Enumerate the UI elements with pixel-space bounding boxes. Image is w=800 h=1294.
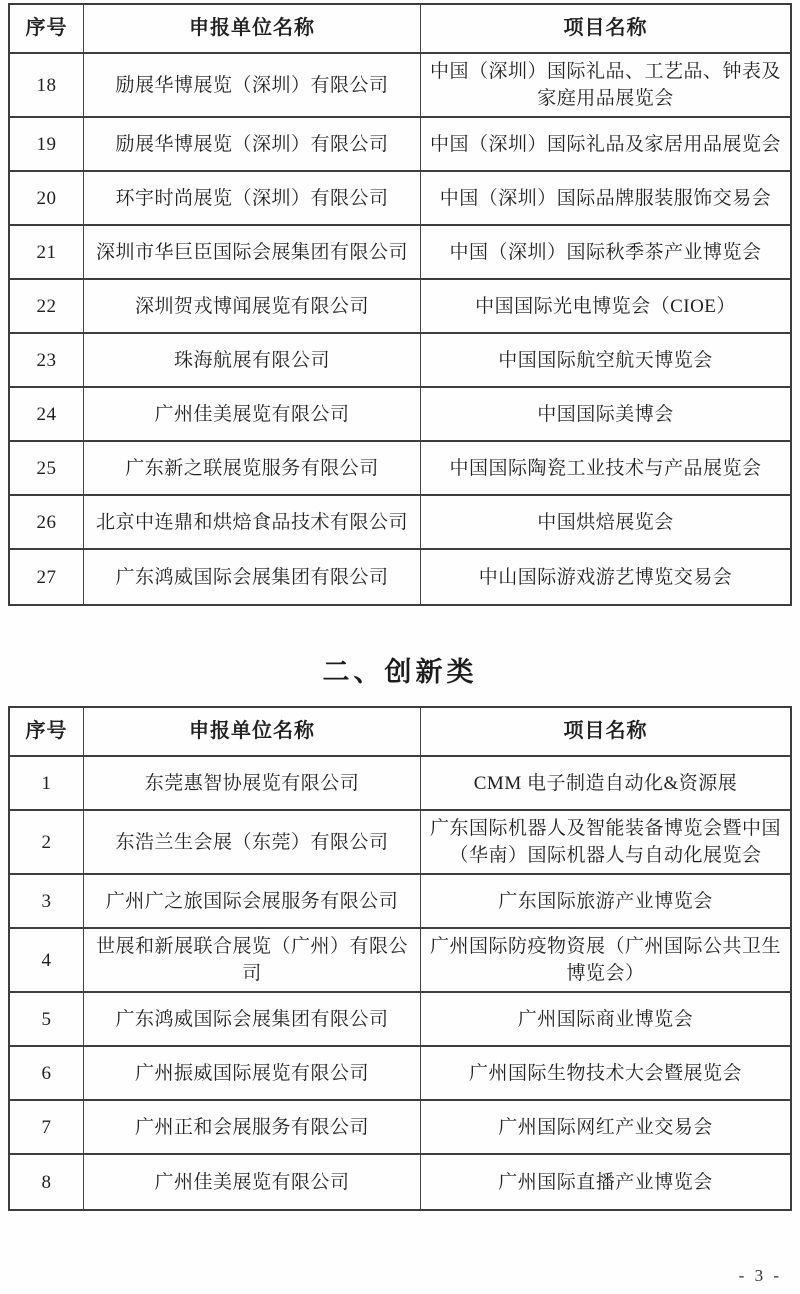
cell-index: 4 [10, 929, 84, 991]
cell-index: 6 [10, 1047, 84, 1099]
cell-index: 2 [10, 811, 84, 873]
table-row [10, 550, 790, 604]
cell-index: 25 [10, 442, 84, 494]
cell-index: 24 [10, 388, 84, 440]
cell-project-name: 中国（深圳）国际秋季茶产业博览会 [449, 241, 762, 263]
cell-company-name: 励展华博展览（深圳）有限公司 [84, 54, 421, 116]
cell-project-name: 中国国际航空航天博览会 [498, 349, 713, 371]
cell-project-name: 中国烘焙展览会 [537, 511, 674, 533]
table-row [10, 496, 790, 550]
column-header-index: 序号 [10, 5, 84, 52]
table-row [10, 334, 790, 388]
cell-index: 3 [10, 875, 84, 927]
cell-project-name: 广州国际防疫物资展（广州国际公共卫生博览会） [429, 936, 781, 984]
cell-company-name: 广州佳美展览有限公司 [84, 1155, 421, 1209]
cell-index: 27 [10, 550, 84, 604]
cell-project-name: 中国（深圳）国际礼品及家居用品展览会 [429, 133, 781, 155]
column-header-project: 项目名称 [563, 17, 648, 39]
table-row [10, 1047, 790, 1101]
cell-company-name: 广州振威国际展览有限公司 [84, 1047, 421, 1099]
table-row [10, 1101, 790, 1155]
projects-table-2 [8, 706, 792, 1211]
column-header-index: 序号 [10, 708, 84, 755]
cell-project-name: 中国国际美博会 [537, 403, 674, 425]
cell-project-name: 中国（深圳）国际品牌服装服饰交易会 [439, 187, 772, 209]
table-header-row [10, 5, 790, 54]
table-row [10, 811, 790, 875]
cell-project-name: 中国国际光电博览会（CIOE） [475, 295, 736, 317]
cell-index: 7 [10, 1101, 84, 1153]
table-row [10, 118, 790, 172]
cell-company-name: 深圳贺戎博闻展览有限公司 [84, 280, 421, 332]
column-header-project: 项目名称 [563, 720, 648, 742]
cell-index: 20 [10, 172, 84, 224]
cell-project-name: 中山国际游戏游艺博览交易会 [478, 566, 733, 588]
table-row [10, 280, 790, 334]
table-row [10, 172, 790, 226]
cell-company-name: 深圳市华巨臣国际会展集团有限公司 [84, 226, 421, 278]
cell-company-name: 东莞惠智协展览有限公司 [84, 757, 421, 809]
cell-company-name: 广州正和会展服务有限公司 [84, 1101, 421, 1153]
cell-index: 26 [10, 496, 84, 548]
cell-company-name: 北京中连鼎和烘焙食品技术有限公司 [84, 496, 421, 548]
cell-company-name: 广东鸿威国际会展集团有限公司 [84, 993, 421, 1045]
cell-index: 5 [10, 993, 84, 1045]
cell-company-name: 珠海航展有限公司 [84, 334, 421, 386]
cell-project-name: 广东国际机器人及智能装备博览会暨中国（华南）国际机器人与自动化展览会 [429, 818, 781, 866]
cell-project-name: 广州国际商业博览会 [517, 1008, 694, 1030]
cell-index: 8 [10, 1155, 84, 1209]
table-row [10, 875, 790, 929]
table-row [10, 1155, 790, 1209]
cell-index: 23 [10, 334, 84, 386]
table-row [10, 929, 790, 993]
cell-company-name: 东浩兰生会展（东莞）有限公司 [84, 811, 421, 873]
table-header-row [10, 708, 790, 757]
cell-index: 1 [10, 757, 84, 809]
column-header-company: 申报单位名称 [84, 5, 421, 52]
table-row [10, 442, 790, 496]
cell-company-name: 广州佳美展览有限公司 [84, 388, 421, 440]
table-row [10, 757, 790, 811]
table-row [10, 54, 790, 118]
page-number: - 3 - [738, 1266, 782, 1285]
cell-index: 19 [10, 118, 84, 170]
cell-project-name: 中国（深圳）国际礼品、工艺品、钟表及家庭用品展览会 [429, 61, 781, 109]
cell-index: 18 [10, 54, 84, 116]
cell-company-name: 励展华博展览（深圳）有限公司 [84, 118, 421, 170]
cell-company-name: 世展和新展联合展览（广州）有限公司 [84, 929, 421, 991]
cell-company-name: 环宇时尚展览（深圳）有限公司 [84, 172, 421, 224]
section-heading-innovation-category: 二、创新类 [322, 657, 478, 687]
cell-project-name: 广东国际旅游产业博览会 [498, 890, 713, 912]
cell-project-name: 中国国际陶瓷工业技术与产品展览会 [449, 457, 762, 479]
cell-project-name: 广州国际网红产业交易会 [498, 1116, 713, 1138]
cell-project-name: CMM 电子制造自动化&资源展 [473, 772, 738, 794]
cell-company-name: 广东新之联展览服务有限公司 [84, 442, 421, 494]
cell-company-name: 广东鸿威国际会展集团有限公司 [84, 550, 421, 604]
cell-project-name: 广州国际生物技术大会暨展览会 [468, 1062, 742, 1084]
column-header-company: 申报单位名称 [84, 708, 421, 755]
projects-table-1 [8, 3, 792, 606]
table-row [10, 388, 790, 442]
cell-index: 21 [10, 226, 84, 278]
cell-company-name: 广州广之旅国际会展服务有限公司 [84, 875, 421, 927]
cell-index: 22 [10, 280, 84, 332]
table-row [10, 226, 790, 280]
table-row [10, 993, 790, 1047]
cell-project-name: 广州国际直播产业博览会 [498, 1171, 713, 1193]
